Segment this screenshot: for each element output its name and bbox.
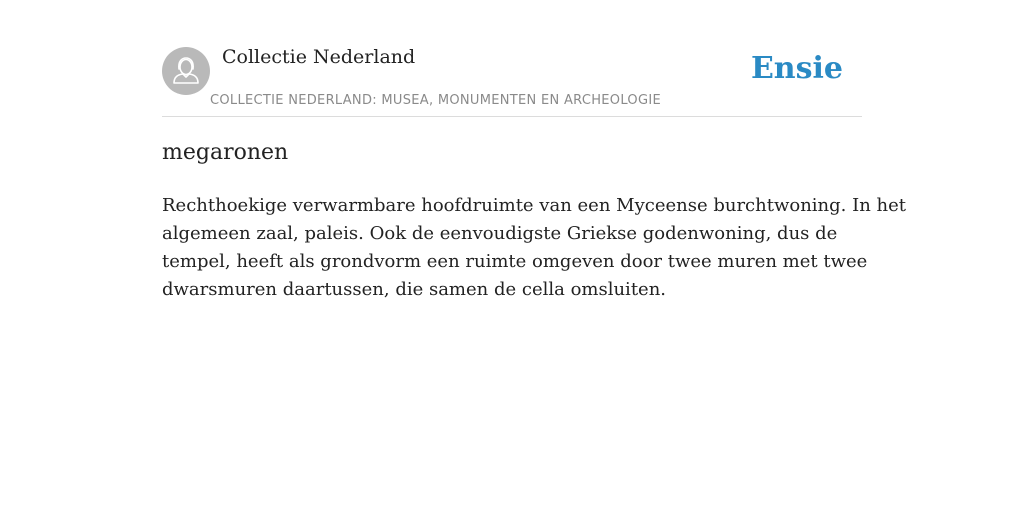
entry-definition xyxy=(162,192,907,304)
entry-header xyxy=(162,0,862,117)
definition-line: Rechthoekige verwarmbare hoofdruimte van een Myceense burchtwoning. In het xyxy=(162,195,907,216)
definition-line: dwarsmuren daartussen, die samen de cella omsluiten. xyxy=(162,279,667,300)
definition-line: algemeen zaal, paleis. Ook de eenvoudigste Griekse godenwoning, dus de xyxy=(162,223,838,244)
entry-title: megaronen xyxy=(162,140,289,165)
source-label[interactable]: COLLECTIE NEDERLAND: MUSEA, MONUMENTEN EN ARCHEOLOGIE xyxy=(210,93,661,108)
user-silhouette-icon xyxy=(162,47,210,95)
definition-line: tempel, heeft als grondvorm een ruimte omgeven door twee muren met twee xyxy=(162,251,868,272)
author-avatar[interactable] xyxy=(162,47,210,95)
ensie-logo[interactable]: Ensie xyxy=(750,51,843,86)
author-name[interactable]: Collectie Nederland xyxy=(222,46,416,68)
